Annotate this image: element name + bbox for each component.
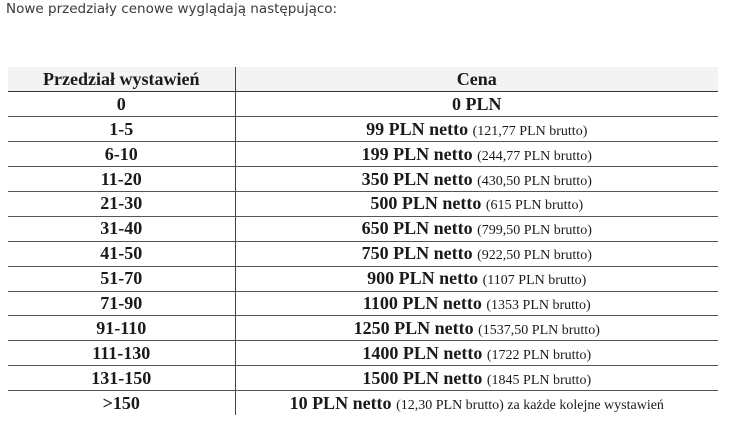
price-gross: (244,77 PLN brutto) xyxy=(477,148,592,164)
price-gross: (1107 PLN brutto) xyxy=(482,273,587,289)
price-gross: (922,50 PLN brutto) xyxy=(477,248,592,264)
price-gross: (799,50 PLN brutto) xyxy=(477,223,592,239)
range-cell: 131-150 xyxy=(8,366,235,391)
price-cell xyxy=(235,117,718,142)
table-row xyxy=(8,216,718,241)
price-net: 199 PLN netto xyxy=(361,143,473,164)
price-gross: (430,50 PLN brutto) xyxy=(477,173,592,189)
table-row xyxy=(8,92,718,117)
price-net: 350 PLN netto xyxy=(361,168,473,189)
table-row xyxy=(8,117,718,142)
range-cell: 31-40 xyxy=(8,216,235,241)
intro-text: Nowe przedziały cenowe wyglądają następująco: xyxy=(6,1,338,17)
price-cell xyxy=(235,291,718,316)
price-net: 10 PLN netto xyxy=(289,392,392,413)
price-cell xyxy=(235,191,718,216)
range-cell: 91-110 xyxy=(8,316,235,341)
price-gross: (121,77 PLN brutto) xyxy=(472,123,588,139)
table-header-row xyxy=(8,67,718,92)
table-row xyxy=(8,316,718,341)
price-cell xyxy=(235,167,718,192)
table-row xyxy=(8,291,718,316)
header-range: Przedział wystawień xyxy=(8,67,235,92)
price-cell xyxy=(235,92,718,117)
table-row xyxy=(8,241,718,266)
table-row xyxy=(8,142,718,167)
price-net: 1500 PLN netto xyxy=(362,367,483,388)
range-cell: 111-130 xyxy=(8,341,235,366)
range-cell: 21-30 xyxy=(8,191,235,216)
price-net: 500 PLN netto xyxy=(370,193,482,214)
range-cell: 0 xyxy=(8,92,235,117)
price-net: 1100 PLN netto xyxy=(362,292,482,313)
range-cell: 41-50 xyxy=(8,241,235,266)
price-gross: (1845 PLN brutto) xyxy=(486,372,592,388)
price-cell xyxy=(235,266,718,291)
price-table xyxy=(8,67,718,415)
table-row xyxy=(8,266,718,291)
price-gross: (12,30 PLN brutto) za każde kolejne wystawień xyxy=(396,397,664,413)
range-cell: 51-70 xyxy=(8,266,235,291)
price-cell xyxy=(235,241,718,266)
price-gross: (1537,50 PLN brutto) xyxy=(478,322,600,338)
price-net: 900 PLN netto xyxy=(367,268,479,289)
price-net: 1250 PLN netto xyxy=(353,317,474,338)
price-gross: (1722 PLN brutto) xyxy=(486,347,592,363)
price-gross: (1353 PLN brutto) xyxy=(486,297,591,313)
price-net: 0 PLN xyxy=(452,93,502,114)
table-row xyxy=(8,191,718,216)
range-cell: 1-5 xyxy=(8,117,235,142)
price-cell xyxy=(235,341,718,366)
table-row xyxy=(8,366,718,391)
table-row xyxy=(8,167,718,192)
price-cell xyxy=(235,366,718,391)
price-table-container xyxy=(8,67,718,415)
range-cell: 71-90 xyxy=(8,291,235,316)
range-cell: 11-20 xyxy=(8,167,235,192)
price-net: 1400 PLN netto xyxy=(362,342,483,363)
range-cell: 6-10 xyxy=(8,142,235,167)
price-net: 750 PLN netto xyxy=(361,243,473,264)
price-gross: (615 PLN brutto) xyxy=(485,198,584,214)
price-cell xyxy=(235,391,718,416)
price-cell xyxy=(235,216,718,241)
price-cell xyxy=(235,142,718,167)
table-row xyxy=(8,391,718,416)
table-row xyxy=(8,341,718,366)
range-cell: >150 xyxy=(8,391,235,416)
header-price: Cena xyxy=(235,67,718,92)
price-net: 650 PLN netto xyxy=(361,218,473,239)
price-cell xyxy=(235,316,718,341)
price-net: 99 PLN netto xyxy=(366,118,469,139)
